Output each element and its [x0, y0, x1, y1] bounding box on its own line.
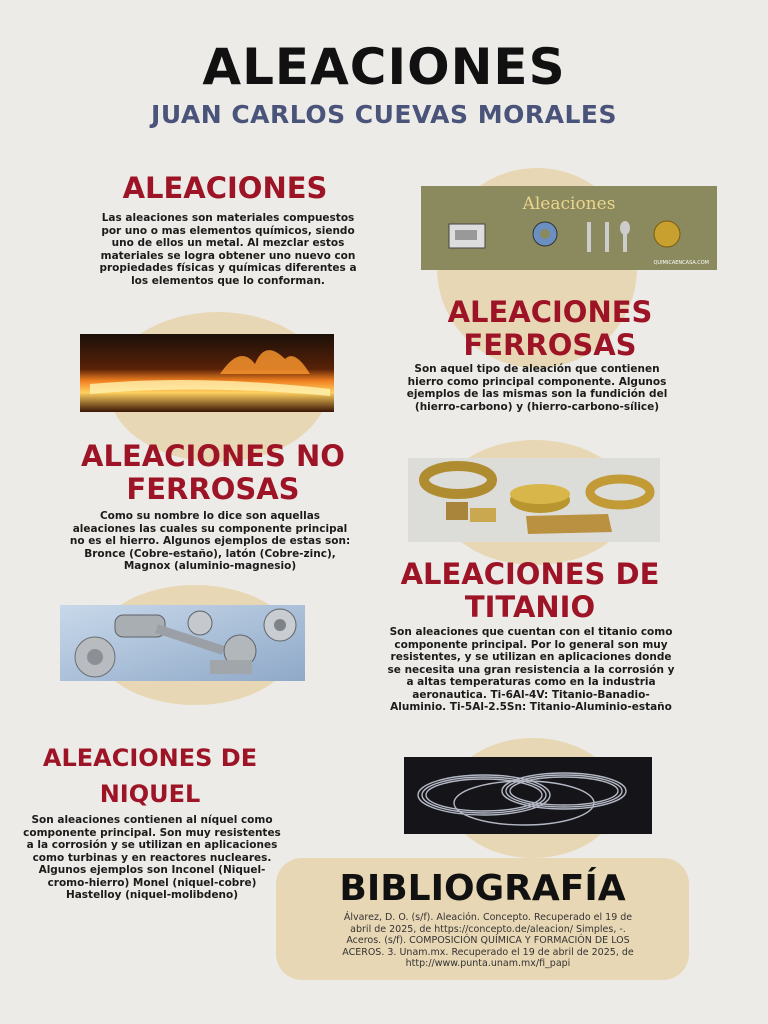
heading-line: ALEACIONES [447, 295, 653, 329]
section-text-no-ferrosas: Como su nombre lo dice son aquellas aleaciones las cuales su componente principal no es el hierro. Algunos ejemplos de estas son: Bronce (Cobre-estaño), latón (Cobre-zinc), Magnox (aluminio-magnesio) [69, 510, 351, 572]
section-heading-aleaciones: ALEACIONES [122, 171, 328, 205]
section-text-niquel: Son aleaciones contienen al níquel como componente principal. Son muy resistentes a la corrosión y se utilizan en aplicaciones como turbinas y en reactores nucleares. Algunos ejemplos son Inconel (Niquel-cromo-hierro) Monel (niquel-cobre) Hastelloy (niquel-molibdeno) [23, 814, 281, 901]
heading-line: NIQUEL [99, 780, 201, 808]
section-text-ferrosas: Son aquel tipo de aleación que contienen hierro como principal componente. Algunos ejemplos de las mismas son la fundición del (hierro-carbono) y (hierro-carbono-sílice) [406, 363, 668, 413]
section-heading-titanio [370, 558, 690, 625]
page-title: ALEACIONES [202, 38, 566, 96]
section-text-aleaciones: Las aleaciones son materiales compuestos por uno o mas elementos químicos, siendo uno de ellos un metal. Al mezclar estos materiales se logra obtener uno nuevo con propiedades físicas y químicas diferentes a los elementos que lo conforman. [99, 212, 357, 287]
heading-line: TITANIO [464, 590, 596, 625]
brass-parts-image [408, 458, 660, 542]
section-heading-niquel [20, 740, 280, 812]
banner-title: Aleaciones [522, 194, 616, 214]
titanium-parts-image [60, 605, 305, 681]
molten-metal-image [80, 334, 334, 412]
aleaciones-banner-image [421, 186, 717, 270]
bibliography-title: BIBLIOGRAFÍA [339, 868, 626, 909]
section-heading-no-ferrosas [48, 440, 378, 507]
nickel-wire-image [404, 757, 652, 834]
heading-line: FERROSAS [463, 328, 637, 363]
heading-line: ALEACIONES DE [400, 557, 660, 591]
heading-line: ALEACIONES NO [81, 439, 345, 473]
heading-line: ALEACIONES DE [42, 744, 258, 772]
heading-line: FERROSAS [126, 472, 300, 507]
banner-site: QUIMICAENCASA.COM [653, 260, 709, 266]
bibliography-text: Álvarez, D. O. (s/f). Aleación. Concepto. Recuperado el 19 de abril de 2025, de https://concepto.de/aleacion/ Simples, -. Aceros. (s/f). COMPOSICIÓN QUÍMICA Y FORMACIÓN DE LOS ACEROS. 3. Unam.mx. Recuperado el 19 de abril de 2025, de http://www.punta.unam.mx/fi_papi [342, 912, 634, 969]
section-heading-ferrosas [400, 296, 700, 363]
section-text-titanio: Son aleaciones que cuentan con el titanio como componente principal. Por lo general son muy resistentes, y se utilizan en aplicaciones donde se necesita una gran resistencia a la corrosión y a altas temperaturas como en la industria aeronautica. Ti-6Al-4V: Titanio-Banadio- Aluminio. Ti-5Al-2.5Sn: Titanio-Aluminio-estaño [387, 626, 675, 713]
author-name: JUAN CARLOS CUEVAS MORALES [151, 100, 617, 129]
